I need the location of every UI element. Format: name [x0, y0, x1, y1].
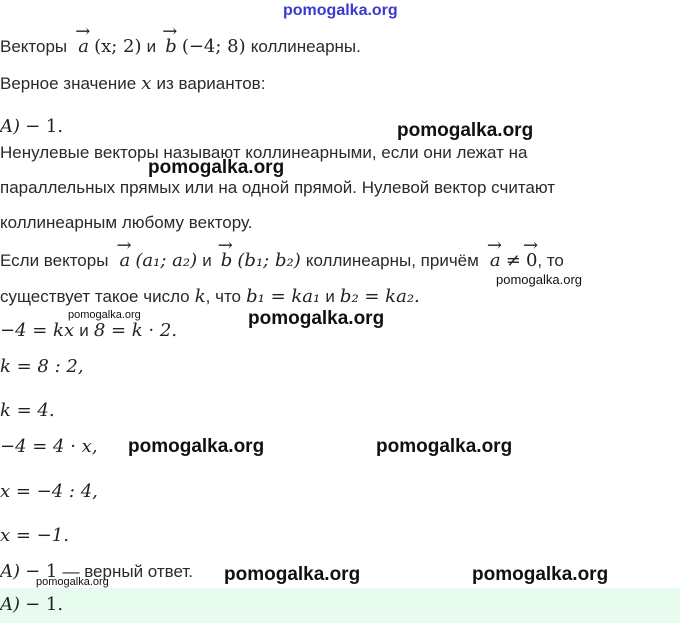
exists-text: существует такое число: [0, 287, 190, 306]
question-line: [0, 73, 265, 94]
vector-b-coords: (b₁; b₂): [237, 250, 301, 271]
step-1-left: −4 = kx: [0, 320, 75, 341]
vector-a: → a: [75, 21, 91, 57]
and-word: и: [146, 37, 157, 56]
watermark: pomogalka.org: [397, 120, 534, 141]
step-4: −4 = 4 · x,: [0, 436, 98, 457]
final-answer-value: − 1.: [25, 594, 64, 615]
zero-vector: → 0: [522, 235, 539, 271]
and-word: и: [202, 251, 212, 270]
vector-b: → b: [217, 235, 233, 271]
step-2: k = 8 : 2,: [0, 356, 84, 377]
final-answer-label: A): [0, 594, 21, 615]
vector-b-coords: (−4; 8): [181, 36, 246, 57]
option-value: − 1.: [25, 116, 64, 137]
vector-arrow-icon: →: [522, 235, 539, 256]
option-a: [0, 116, 63, 137]
watermark: pomogalka.org: [68, 309, 141, 321]
watermark: pomogalka.org: [496, 272, 582, 287]
eq-2: b₂ = ka₂.: [339, 286, 420, 307]
watermark: pomogalka.org: [36, 576, 109, 588]
to-word: , то: [537, 251, 564, 270]
vector-a-coords: (x; 2): [94, 36, 142, 57]
step-3: k = 4.: [0, 400, 55, 421]
answer-band: [0, 588, 680, 623]
k-var: k: [194, 286, 206, 307]
vector-arrow-icon: →: [486, 235, 503, 256]
theory-line-3: коллинеарным любому вектору.: [0, 213, 253, 232]
vector-arrow-icon: →: [116, 235, 132, 256]
watermark: pomogalka.org: [148, 157, 285, 178]
step-5: x = −4 : 4,: [0, 481, 98, 502]
rule-line-1: [0, 235, 564, 271]
vector-a: → a: [116, 235, 132, 271]
watermark-top: pomogalka.org: [283, 2, 398, 19]
question-text: Верное значение: [0, 74, 137, 93]
rule-collinear-text: коллинеарны, причём: [305, 251, 479, 270]
and-word: и: [325, 287, 335, 306]
rule-if-text: Если векторы: [0, 251, 109, 270]
vector-a-coords: (a₁; a₂): [135, 250, 198, 271]
final-answer: [0, 594, 63, 615]
vector-arrow-icon: →: [162, 21, 178, 42]
verdict-text: — верный ответ.: [62, 562, 194, 581]
collinear-word: коллинеарны.: [250, 37, 361, 56]
theory-line-1: Ненулевые векторы называют коллинеарными, если они лежат на: [0, 143, 528, 162]
watermark: pomogalka.org: [128, 436, 265, 457]
verdict-label: A): [0, 561, 21, 582]
watermark: pomogalka.org: [376, 436, 513, 457]
vector-arrow-icon: →: [217, 235, 233, 256]
vector-arrow-icon: →: [75, 21, 91, 42]
step-1-right: 8 = k · 2.: [93, 320, 178, 341]
and-word: и: [79, 321, 89, 340]
step-6: x = −1.: [0, 525, 69, 546]
watermark: pomogalka.org: [472, 564, 609, 585]
problem-statement: [0, 21, 361, 57]
question-tail: из вариантов:: [156, 74, 266, 93]
eq-1: b₁ = ka₁: [246, 286, 321, 307]
vector-b: → b: [162, 21, 178, 57]
vector-a: → a: [486, 235, 503, 271]
watermark: pomogalka.org: [248, 308, 385, 329]
rule-line-2: [0, 286, 420, 307]
step-1: [0, 320, 177, 341]
verdict-value: − 1: [25, 561, 58, 582]
comma-that: , что: [205, 287, 242, 306]
neq-sign: ≠: [505, 250, 521, 271]
watermark: pomogalka.org: [224, 564, 361, 585]
question-var: x: [141, 73, 152, 94]
option-label: A): [0, 116, 21, 137]
vectors-word: Векторы: [0, 37, 68, 56]
theory-line-2: параллельных прямых или на одной прямой. Нулевой вектор считают: [0, 178, 556, 197]
